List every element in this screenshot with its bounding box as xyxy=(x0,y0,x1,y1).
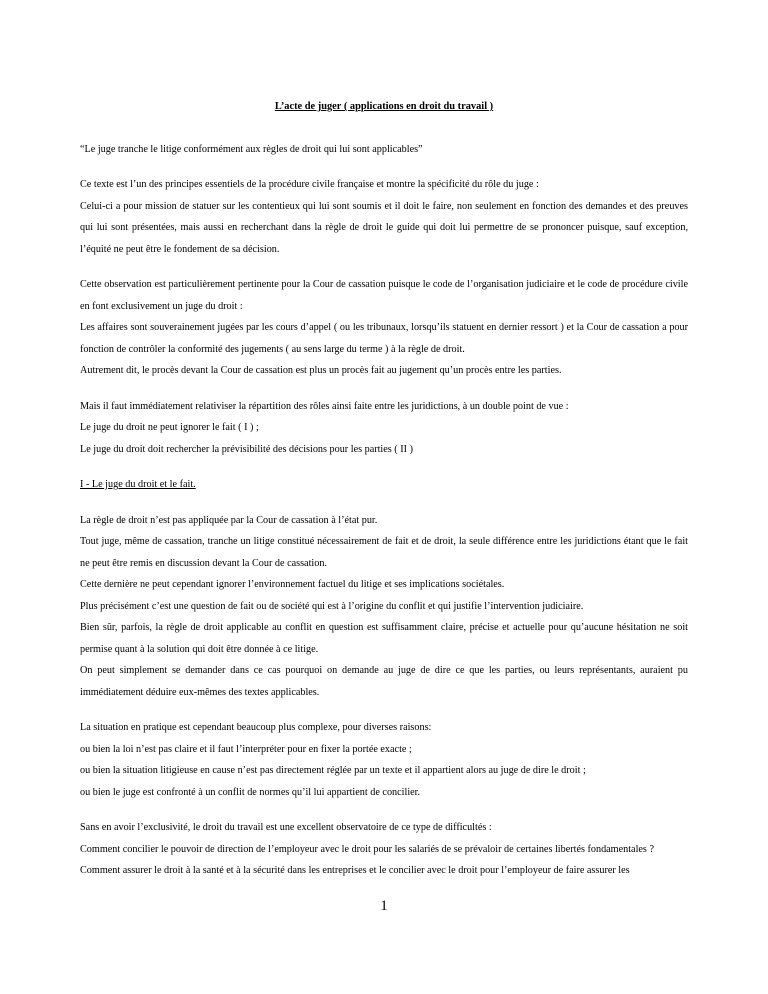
paragraph-gap xyxy=(80,382,688,396)
paragraph: ou bien la loi n’est pas claire et il faut l’interpréter pour en fixer la portée exacte ; xyxy=(80,743,412,755)
document-body xyxy=(80,96,688,882)
paragraph-gap xyxy=(80,703,688,717)
paragraph: Comment assurer le droit à la santé et à la sécurité dans les entreprises et le concilier avec le droit pour l’employeur de faire assurer les xyxy=(80,865,630,876)
paragraph: ou bien la situation litigieuse en cause n’est pas directement réglée par un texte et il appartient alors au juge de dire le droit ; xyxy=(80,765,586,776)
paragraph: Celui-ci a pour mission de statuer sur les contentieux qui lui sont soumis et il doit le faire, non seulement en fonction des demandes et des preuves qui lui sont présentées, mais aussi en recherchant dans la règle de droit le guide qui doit lui permettre de se prononcer puisque, sauf exception, l’équité ne peut être le fondement de sa décision. xyxy=(80,200,688,255)
paragraph-gap xyxy=(80,803,688,817)
paragraph: Comment concilier le pouvoir de direction de l’employeur avec le droit pour les salariés de se prévaloir de certaines libertés fondamentales ? xyxy=(80,843,654,855)
paragraph: Autrement dit, le procès devant la Cour de cassation est plus un procès fait au jugement qu’un procès entre les parties. xyxy=(80,365,562,376)
paragraph: Le juge du droit ne peut ignorer le fait ( I ) ; xyxy=(80,422,259,433)
section-heading: I - Le juge du droit et le fait. xyxy=(80,479,196,490)
paragraph: Le juge du droit doit rechercher la prévisibilité des décisions pour les parties ( II ) xyxy=(80,443,413,455)
paragraph: Ce texte est l’un des principes essentiels de la procédure civile française et montre la spécificité du rôle du juge : xyxy=(80,179,539,190)
paragraph-gap xyxy=(80,160,688,174)
paragraph: La situation en pratique est cependant beaucoup plus complexe, pour diverses raisons: xyxy=(80,722,432,733)
page-number: 1 xyxy=(380,898,388,914)
paragraph: Les affaires sont souverainement jugées par les cours d’appel ( ou les tribunaux, lorsqu’ils statuent en dernier ressort ) et la Cour de cassation a pour fonction de contrôler la conformité des jugements ( au sens large du terme ) à la règle de droit. xyxy=(80,322,688,355)
paragraph: La règle de droit n’est pas appliquée par la Cour de cassation à l’état pur. xyxy=(80,514,378,526)
paragraph-gap xyxy=(80,496,688,510)
paragraph: Tout juge, même de cassation, tranche un litige constitué nécessairement de fait et de droit, la seule différence entre les juridictions étant que le fait ne peut être remis en discussion devant la Cour de cassation. xyxy=(80,536,688,569)
paragraph: Cette observation est particulièrement pertinente pour la Cour de cassation puisque le code de l’organisation judiciaire et le code de procédure civile en font exclusivement un juge du droit : xyxy=(80,279,688,312)
document-title: L’acte de juger ( applications en droit du travail ) xyxy=(274,101,494,112)
paragraph: ou bien le juge est confronté à un conflit de normes qu’il lui appartient de concilier. xyxy=(80,786,421,798)
paragraph: Plus précisément c’est une question de fait ou de société qui est à l’origine du conflit et qui justifie l’intervention judiciaire. xyxy=(80,600,584,612)
paragraph: Bien sûr, parfois, la règle de droit applicable au conflit en question est suffisamment claire, précise et actuelle pour qu’aucune hésitation ne soit permise quant à la solution qui doit être donnée à ce litige. xyxy=(80,622,688,655)
paragraph: Mais il faut immédiatement relativiser la répartition des rôles ainsi faite entre les juridictions, à un double point de vue : xyxy=(80,400,569,412)
paragraph: Sans en avoir l’exclusivité, le droit du travail est une excellent observatoire de ce type de difficultés : xyxy=(80,822,492,833)
paragraph: On peut simplement se demander dans ce cas pourquoi on demande au juge de dire ce que les parties, ou leurs représentants, auraient pu immédiatement déduire eux-mêmes des textes applicables. xyxy=(80,665,688,698)
opening-quote: “Le juge tranche le litige conformément aux règles de droit qui lui sont applicables” xyxy=(80,143,423,155)
paragraph-gap xyxy=(80,260,688,274)
paragraph-gap xyxy=(80,460,688,474)
paragraph: Cette dernière ne peut cependant ignorer l’environnement factuel du litige et ses implications sociétales. xyxy=(80,579,505,590)
